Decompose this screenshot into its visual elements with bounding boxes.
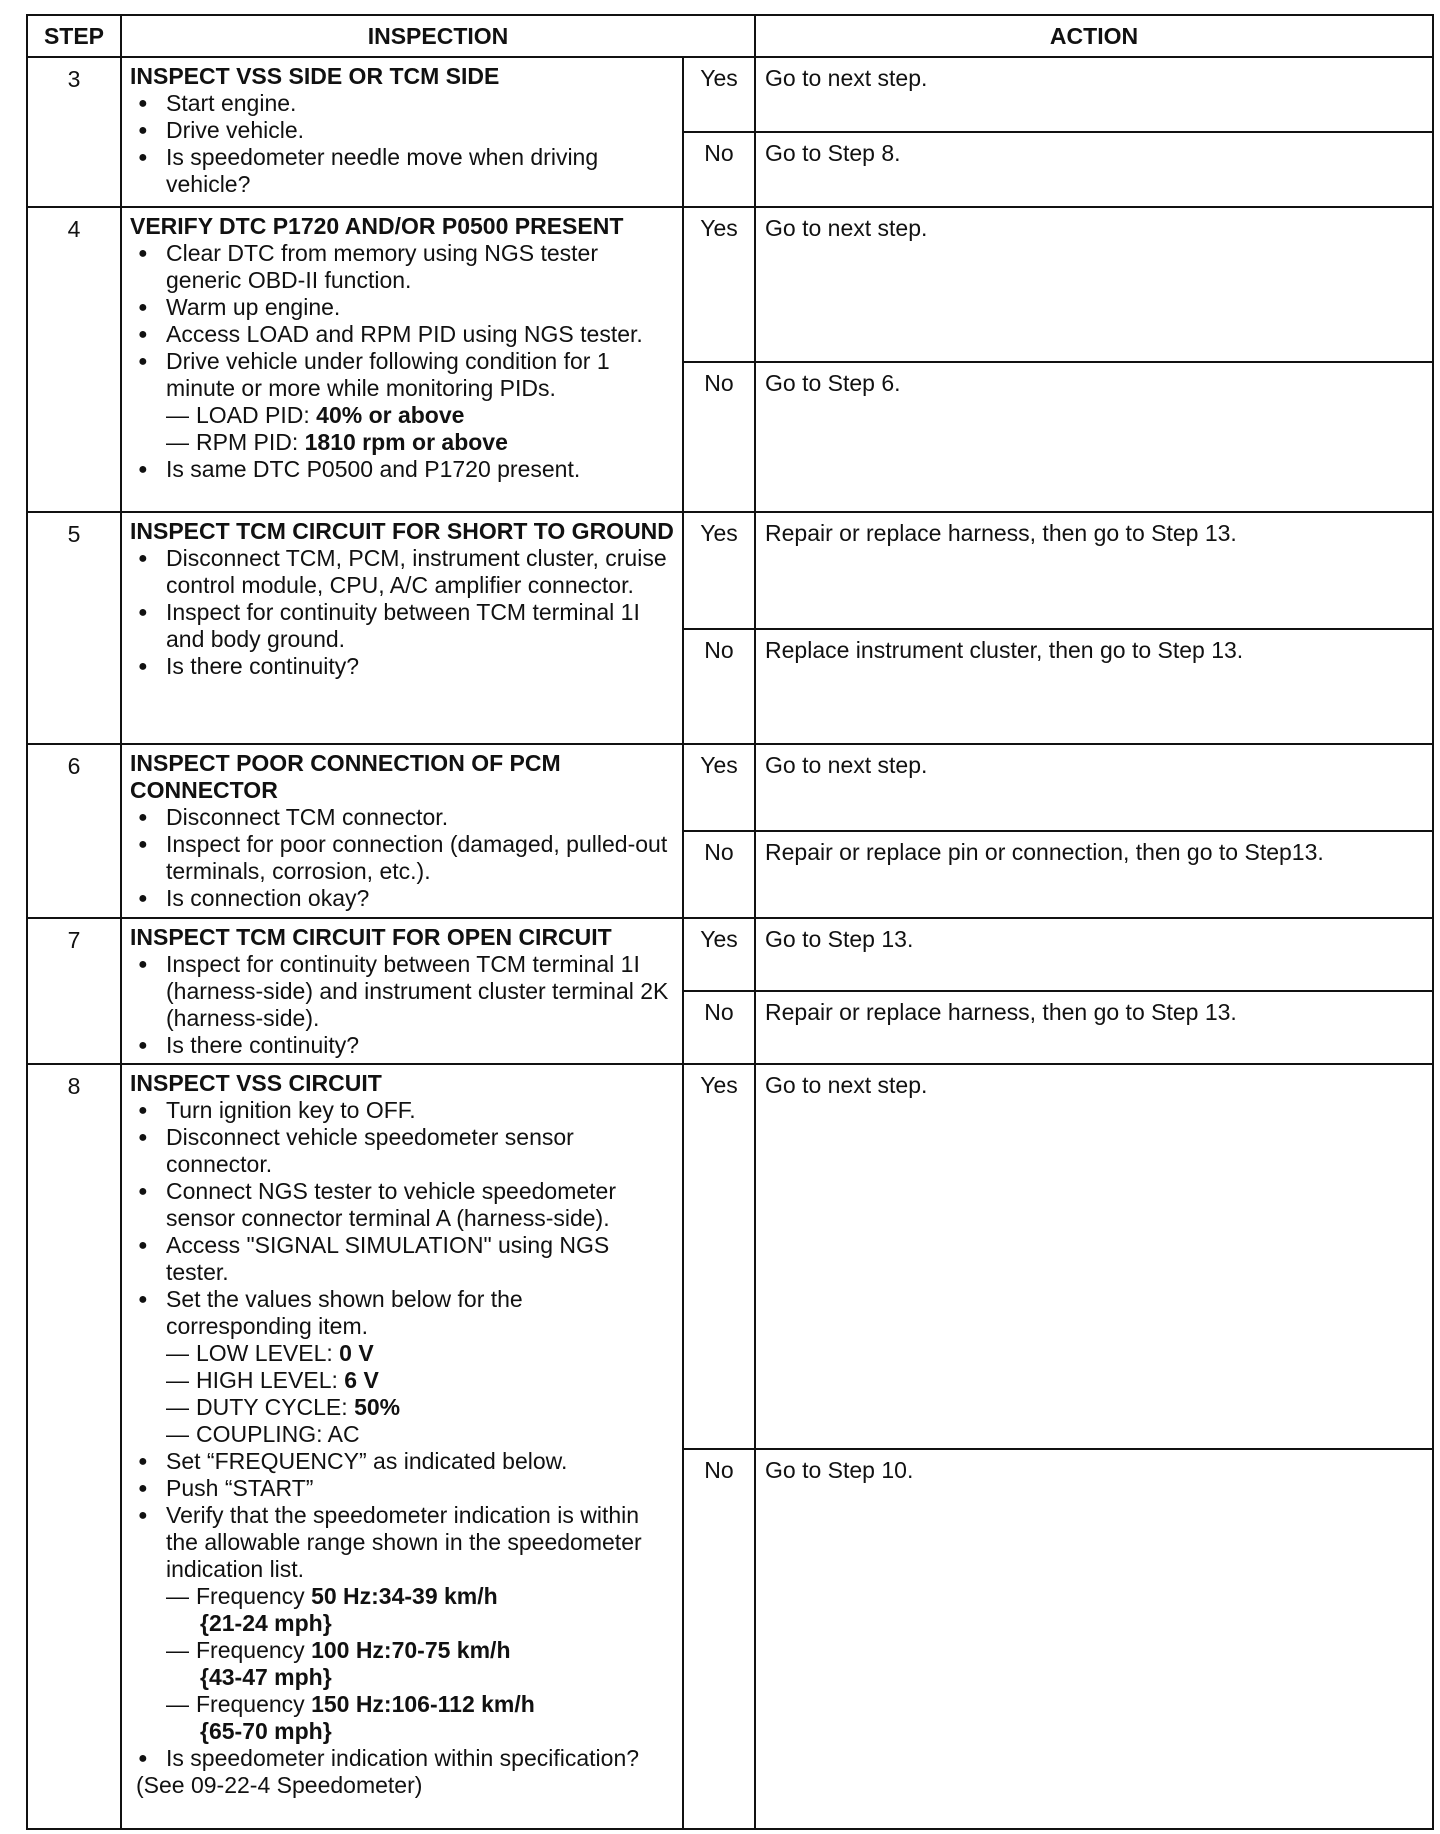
sub-item-value: 1810 rpm or above (304, 429, 508, 455)
list-item (166, 1286, 674, 1448)
yes-label: Yes (683, 512, 755, 629)
no-label: No (683, 831, 755, 918)
list-item: ● Disconnect vehicle speedometer sensor connector. (166, 1124, 674, 1178)
yes-action: Go to Step 13. (755, 918, 1433, 991)
setting-label: DUTY CYCLE: (196, 1394, 355, 1420)
setting-value: 6 V (344, 1367, 379, 1393)
sub-item-value: 40% or above (316, 402, 465, 428)
sub-item-label: LOAD PID: (196, 402, 317, 428)
inspection-title: INSPECT VSS SIDE OR TCM SIDE (130, 63, 500, 89)
setting-label: COUPLING: AC (196, 1421, 360, 1447)
inspection-list (130, 1097, 674, 1772)
no-action: Replace instrument cluster, then go to Step 13. (755, 629, 1433, 744)
setting-label: HIGH LEVEL: (196, 1367, 345, 1393)
table-row (27, 512, 1433, 629)
yes-action: Go to next step. (755, 1064, 1433, 1449)
no-label: No (683, 132, 755, 207)
header-action: ACTION (755, 15, 1433, 57)
yes-label: Yes (683, 1064, 755, 1449)
list-item: ● Inspect for poor connection (damaged, pulled-out terminals, corrosion, etc.). (166, 831, 674, 885)
table-row (27, 744, 1433, 831)
inspection-cell (121, 918, 683, 1064)
inspection-title: INSPECT TCM CIRCUIT FOR SHORT TO GROUND (130, 518, 674, 544)
frequency-label: Frequency (196, 1691, 312, 1717)
setting-value: 0 V (339, 1340, 374, 1366)
yes-action: Go to next step. (755, 207, 1433, 362)
inspection-cell (121, 57, 683, 207)
list-item (166, 348, 674, 456)
no-label: No (683, 629, 755, 744)
yes-action: Go to next step. (755, 57, 1433, 132)
no-action: Repair or replace pin or connection, then go to Step13. (755, 831, 1433, 918)
header-step: STEP (27, 15, 121, 57)
inspection-cell (121, 744, 683, 918)
reference-note: (See 09-22-4 Speedometer) (136, 1772, 423, 1798)
list-item: ● Push “START” (166, 1475, 674, 1502)
yes-label: Yes (683, 918, 755, 991)
inspection-cell (121, 1064, 683, 1829)
list-item-text: Drive vehicle under following condition for 1 minute or more while monitoring PIDs. (166, 348, 610, 401)
frequency-value: 50 Hz:34-39 km/h (311, 1583, 498, 1609)
setting-label: LOW LEVEL: (196, 1340, 340, 1366)
list-item-text: Set the values shown below for the corresponding item. (166, 1286, 523, 1339)
step-number: 4 (27, 207, 121, 512)
no-label: No (683, 1449, 755, 1829)
no-label: No (683, 362, 755, 512)
list-item: ● Is speedometer indication within specification? (166, 1745, 674, 1772)
list-item: ● Set “FREQUENCY” as indicated below. (166, 1448, 674, 1475)
header-inspection: INSPECTION (121, 15, 755, 57)
yes-label: Yes (683, 57, 755, 132)
yes-action: Go to next step. (755, 744, 1433, 831)
step-number: 3 (27, 57, 121, 207)
list-item: ● Is there continuity? (166, 1032, 674, 1059)
yes-action: Repair or replace harness, then go to Step 13. (755, 512, 1433, 629)
list-item: ● Disconnect TCM connector. (166, 804, 674, 831)
no-action: Go to Step 8. (755, 132, 1433, 207)
frequency-label: Frequency (196, 1637, 312, 1663)
list-item: ● Drive vehicle. (166, 117, 674, 144)
list-item: ● Is there continuity? (166, 653, 674, 680)
frequency-mph: {65-70 mph} (200, 1718, 332, 1744)
list-item: ● Clear DTC from memory using NGS tester generic OBD-II function. (166, 240, 674, 294)
inspection-list (130, 545, 674, 680)
list-item: ● Is connection okay? (166, 885, 674, 912)
inspection-cell (121, 207, 683, 512)
list-item: ● Access "SIGNAL SIMULATION" using NGS tester. (166, 1232, 674, 1286)
list-item (166, 1502, 674, 1745)
list-item: ● Disconnect TCM, PCM, instrument cluster, cruise control module, CPU, A/C amplifier connector. (166, 545, 674, 599)
list-item: ● Turn ignition key to OFF. (166, 1097, 674, 1124)
inspection-title: INSPECT POOR CONNECTION OF PCM CONNECTOR (130, 750, 561, 803)
frequency-label: Frequency (196, 1583, 312, 1609)
sub-item-label: RPM PID: (196, 429, 305, 455)
inspection-list (130, 240, 674, 483)
list-item: ● Start engine. (166, 90, 674, 117)
setting-item: — DUTY CYCLE: 50% (166, 1394, 401, 1420)
inspection-title: INSPECT TCM CIRCUIT FOR OPEN CIRCUIT (130, 924, 612, 950)
sub-item: — LOAD PID: 40% or above (166, 402, 465, 428)
yes-label: Yes (683, 744, 755, 831)
no-action: Go to Step 10. (755, 1449, 1433, 1829)
diagnostic-table (26, 14, 1434, 1830)
table-row (27, 1064, 1433, 1449)
list-item: ● Inspect for continuity between TCM terminal 1I (harness-side) and instrument cluster terminal 2K (harness-side). (166, 951, 674, 1032)
table-row (27, 57, 1433, 132)
list-item: ● Is speedometer needle move when driving vehicle? (166, 144, 674, 198)
frequency-mph: {21-24 mph} (200, 1610, 332, 1636)
frequency-value: 150 Hz:106-112 km/h (311, 1691, 535, 1717)
frequency-item: — Frequency 150 Hz:106-112 km/h {65-70 mph} (166, 1691, 535, 1744)
no-action: Repair or replace harness, then go to Step 13. (755, 991, 1433, 1064)
table-row (27, 207, 1433, 362)
no-label: No (683, 991, 755, 1064)
step-number: 7 (27, 918, 121, 1064)
sub-item: — RPM PID: 1810 rpm or above (166, 429, 508, 455)
setting-value: 50% (354, 1394, 401, 1420)
list-item: ● Warm up engine. (166, 294, 674, 321)
setting-item: — LOW LEVEL: 0 V (166, 1340, 374, 1366)
frequency-item: — Frequency 100 Hz:70-75 km/h {43-47 mph} (166, 1637, 511, 1690)
step-number: 5 (27, 512, 121, 744)
frequency-list (166, 1583, 674, 1745)
list-item-text: Verify that the speedometer indication is within the allowable range shown in the speedometer indication list. (166, 1502, 642, 1582)
step-number: 8 (27, 1064, 121, 1829)
list-item: ● Access LOAD and RPM PID using NGS tester. (166, 321, 674, 348)
frequency-item: — Frequency 50 Hz:34-39 km/h {21-24 mph} (166, 1583, 498, 1636)
yes-label: Yes (683, 207, 755, 362)
no-action: Go to Step 6. (755, 362, 1433, 512)
inspection-title: VERIFY DTC P1720 AND/OR P0500 PRESENT (130, 213, 624, 239)
step-number: 6 (27, 744, 121, 918)
setting-item: — COUPLING: AC (166, 1421, 360, 1447)
list-item: ● Inspect for continuity between TCM terminal 1I and body ground. (166, 599, 674, 653)
frequency-mph: {43-47 mph} (200, 1664, 332, 1690)
table-row (27, 918, 1433, 991)
inspection-list (130, 90, 674, 198)
inspection-title: INSPECT VSS CIRCUIT (130, 1070, 382, 1096)
frequency-value: 100 Hz:70-75 km/h (311, 1637, 511, 1663)
settings-list (166, 1340, 674, 1448)
setting-item: — HIGH LEVEL: 6 V (166, 1367, 379, 1393)
list-item: ● Connect NGS tester to vehicle speedometer sensor connector terminal A (harness-side). (166, 1178, 674, 1232)
inspection-list (130, 804, 674, 912)
list-item: ● Is same DTC P0500 and P1720 present. (166, 456, 674, 483)
inspection-list (130, 951, 674, 1059)
header-row (27, 15, 1433, 57)
inspection-cell (121, 512, 683, 744)
sub-list (166, 402, 674, 456)
